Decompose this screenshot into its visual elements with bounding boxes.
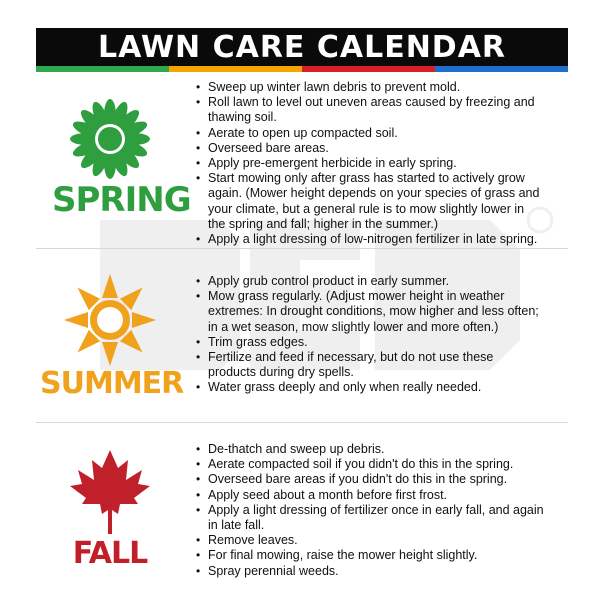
fall-icon-wrap	[68, 448, 152, 536]
divider-summer-fall	[36, 422, 568, 423]
spring-task-item: • Roll lawn to level out uneven areas caused by freezing and thawing soil.	[196, 95, 544, 125]
sun-icon	[62, 272, 158, 368]
stripe-blue	[435, 66, 568, 72]
fall-task-item: • Overseed bare areas if you didn't do this in the spring.	[196, 472, 544, 487]
spring-task-item: • Apply pre-emergent herbicide in early spring.	[196, 156, 544, 171]
fall-task-item: • Spray perennial weeds.	[196, 564, 544, 579]
spring-icon-wrap	[66, 95, 154, 183]
fall-task-list	[196, 442, 544, 579]
summer-icon-wrap	[62, 272, 158, 368]
fall-task-item: • Aerate compacted soil if you didn't do this in the spring.	[196, 457, 544, 472]
summer-task-item: • Mow grass regularly. (Adjust mower height in weather extremes: In drought conditions, mow higher and less often; in a wet season, mow slightly lower and more often.)	[196, 289, 544, 335]
summer-task-item: • Trim grass edges.	[196, 335, 544, 350]
fall-task-item: • Apply seed about a month before first frost.	[196, 488, 544, 503]
color-stripe	[36, 66, 568, 72]
spring-task-item: • Sweep up winter lawn debris to prevent mold.	[196, 80, 544, 95]
fall-task-item: • Apply a light dressing of fertilizer once in early fall, and again in late fall.	[196, 503, 544, 533]
fall-task-item: • De-thatch and sweep up debris.	[196, 442, 544, 457]
season-label-spring: SPRING	[52, 180, 191, 220]
season-label-fall: FALL	[72, 536, 148, 571]
fall-task-item: • For final mowing, raise the mower height slightly.	[196, 548, 544, 563]
flower-icon	[66, 95, 154, 183]
page-title: LAWN CARE CALENDAR	[97, 29, 507, 65]
summer-task-item: • Water grass deeply and only when really needed.	[196, 380, 544, 395]
spring-task-item: • Start mowing only after grass has started to actively grow again. (Mower height depends on your species of grass and your climate, but a general rule is to mow slightly lower in the spring and fall; higher in the summer.)	[196, 171, 544, 232]
stripe-orange	[169, 66, 302, 72]
summer-task-list	[196, 274, 544, 396]
stripe-red	[302, 66, 435, 72]
stripe-green	[36, 66, 169, 72]
title-bar	[36, 28, 568, 66]
spring-task-item: • Aerate to open up compacted soil.	[196, 126, 544, 141]
fall-task-item: • Remove leaves.	[196, 533, 544, 548]
divider-spring-summer	[36, 248, 568, 249]
summer-task-item: • Fertilize and feed if necessary, but do not use these products during dry spells.	[196, 350, 544, 380]
maple-leaf-icon	[68, 448, 152, 536]
season-label-summer: SUMMER	[40, 366, 184, 401]
summer-task-item: • Apply grub control product in early summer.	[196, 274, 544, 289]
spring-task-list	[196, 80, 544, 247]
spring-task-item: • Apply a light dressing of low-nitrogen fertilizer in late spring.	[196, 232, 544, 247]
spring-task-item: • Overseed bare areas.	[196, 141, 544, 156]
